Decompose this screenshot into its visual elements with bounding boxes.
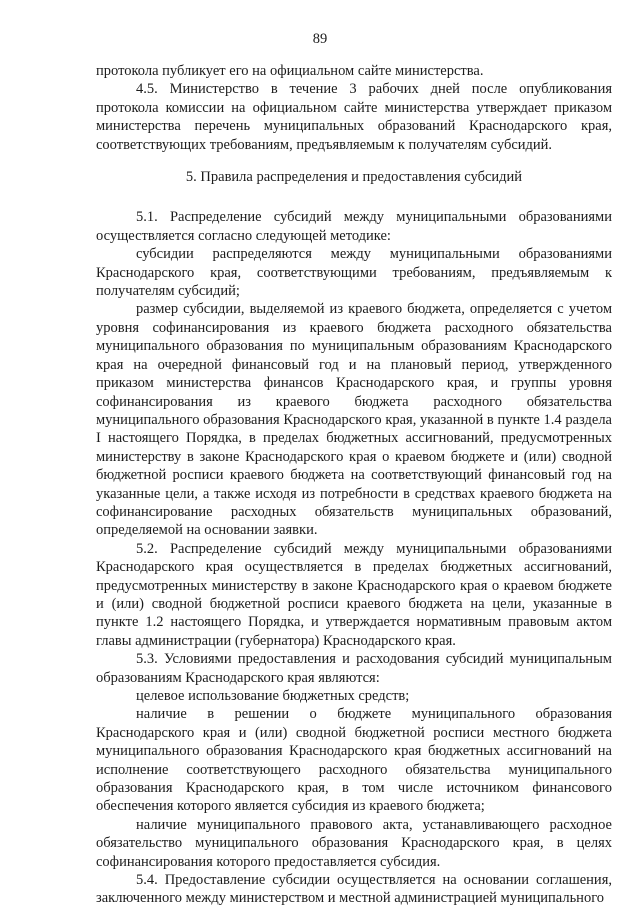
paragraph-4-5: 4.5. Министерство в течение 3 рабочих дней после опубликования протокола комиссии на официальном сайте министерства утверждает приказом министерства перечень муниципальных образований Краснодарского края, соответствующих требованиям, предъявляемым к получателям субсидий. [96, 81, 612, 153]
document-body [96, 62, 612, 908]
paragraph-5-4: 5.4. Предоставление субсидии осуществляется на основании соглашения, заключенного между министерством и местной администрацией муниципального [96, 872, 612, 907]
paragraph-5-3-item-2: наличие в решении о бюджете муниципального образования Краснодарского края и (или) сводной бюджетной росписи местного бюджета муниципального образования Краснодарского края бюджетных ассигнований на исполнение соответствующего расходного обязательства муниципального образования Краснодарского края, в том числе источником финансового обеспечения которого является субсидия из краевого бюджета; [96, 706, 612, 815]
section-heading: 5. Правила распределения и предоставления субсидий [185, 169, 523, 186]
paragraph-5-1-item-1: субсидии распределяются между муниципальными образованиями Краснодарского края, соответствующими требованиям, предъявляемым к получателям субсидий; [96, 246, 612, 300]
paragraph-5-3-item-1: целевое использование бюджетных средств; [136, 688, 410, 704]
paragraph-5-2: 5.2. Распределение субсидий между муниципальными образованиями Краснодарского края осуществляется в пределах бюджетных ассигнований, предусмотренных министерству в законе Краснодарского края о краевом бюджете и (или) сводной бюджетной росписи краевого бюджета на цели, указанные в пункте 1.2 настоящего Порядка, и утверждается нормативным правовым актом главы администрации (губернатора) Краснодарского края. [96, 540, 612, 649]
paragraph-5-3: 5.3. Условиями предоставления и расходования субсидий муниципальным образованиям Краснодарского края являются: [96, 651, 612, 686]
paragraph-continuation: протокола публикует его на официальном сайте министерства. [96, 63, 484, 79]
paragraph-5-3-item-3: наличие муниципального правового акта, устанавливающего расходное обязательство муниципального образования Краснодарского края, в целях софинансирования которого предоставляется субсидия. [96, 816, 612, 870]
paragraph-5-1: 5.1. Распределение субсидий между муниципальными образованиями осуществляется согласно следующей методике: [96, 209, 612, 244]
paragraph-5-1-item-2: размер субсидии, выделяемой из краевого бюджета, определяется с учетом уровня софинансирования из краевого бюджета расходного обязательства муниципального образования по муниципальным образованиям Краснодарского края на очередной финансовый год и на плановый период, утвержденного приказом министерства финансов Краснодарского края, и группы уровня софинансирования из краевого бюджета расходного обязательства муниципального образования Краснодарского края, указанной в пункте 1.4 раздела I настоящего Порядка, в пределах бюджетных ассигнований, предусмотренных министерству в законе Краснодарского края о краевом бюджете и (или) сводной бюджетной росписи краевого бюджета на соответствующий финансовый год на указанные цели, а также исходя из потребности в средствах краевого бюджета на софинансирование расходных обязательств муниципальных образований, определяемой на основании заявки. [96, 301, 612, 539]
page-number: 89 [312, 31, 328, 47]
